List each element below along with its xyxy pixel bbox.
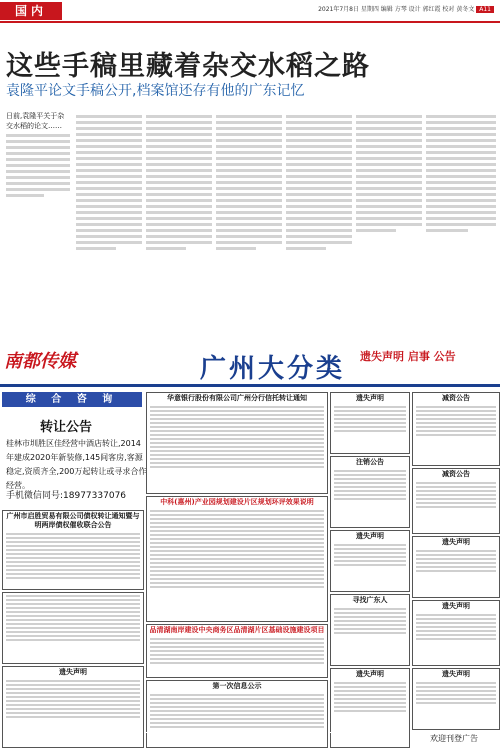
classified-rule bbox=[0, 384, 500, 387]
teaser-text: 日前,袁隆平关于杂交水稻的论文…… bbox=[6, 112, 65, 130]
ad-notice bbox=[412, 668, 500, 730]
ad-title: 寻找广东人 bbox=[352, 596, 388, 604]
transfer-phone: 手机微信同号:18977337076 bbox=[6, 491, 127, 501]
ad-title: 减资公告 bbox=[442, 470, 470, 478]
transfer-heading: 转让公告 bbox=[40, 420, 93, 435]
ad-notice bbox=[330, 530, 410, 592]
article-column-3 bbox=[216, 112, 282, 338]
ad-title bbox=[146, 732, 147, 733]
article-column-5 bbox=[356, 112, 422, 338]
teaser-filler bbox=[6, 134, 70, 197]
transfer-body: 桂林市圳胜区佳经营中酒店转让,2014年建成2020年新装修,145间客房,客源稳定,资质齐全,200万起转让或寻求合作经营。 bbox=[6, 439, 147, 490]
article-column-4 bbox=[286, 112, 352, 338]
ad-notice bbox=[146, 624, 328, 678]
ad-notice bbox=[412, 468, 500, 534]
info-bar: 综 合 咨 询 bbox=[2, 392, 142, 407]
ad-title: 第一次信息公示 bbox=[212, 682, 262, 690]
article-column-6 bbox=[426, 112, 496, 338]
classified-title: 广州大分类 bbox=[200, 354, 346, 384]
ad-notice bbox=[146, 680, 328, 748]
ad-notice bbox=[330, 732, 331, 733]
article-teaser bbox=[6, 112, 70, 252]
ad-notice bbox=[412, 600, 500, 666]
ad-title: 遗失声明 bbox=[356, 670, 384, 678]
classified-enquiry: 遗失声明 启事 公告 bbox=[360, 350, 456, 363]
article-column-1 bbox=[76, 112, 142, 338]
ad-title: 中科(惠州)产业园规划建设片区规划环评效果说明 bbox=[160, 498, 314, 506]
ad-notice bbox=[2, 510, 144, 590]
ad-notice bbox=[146, 496, 328, 622]
ad-title: 遗失声明 bbox=[59, 668, 87, 676]
ad-notice bbox=[330, 392, 410, 454]
ad-title: 注销公告 bbox=[356, 458, 384, 466]
ad-title: 减资公告 bbox=[442, 394, 470, 402]
article-headline: 这些手稿里藏着杂交水稻之路 bbox=[6, 51, 370, 82]
ad-notice bbox=[2, 666, 144, 748]
header-rule bbox=[0, 21, 500, 23]
article-column-2 bbox=[146, 112, 212, 338]
ad-title: 遗失声明 bbox=[356, 532, 384, 540]
ad-notice bbox=[146, 732, 147, 733]
ad-title: 遗失声明 bbox=[442, 670, 470, 678]
ad-notice bbox=[146, 392, 328, 494]
section-tab: 国内 bbox=[0, 2, 62, 20]
article-subhead: 袁隆平论文手稿公开,档案馆还存有他的广东记忆 bbox=[6, 83, 305, 99]
ad-notice bbox=[412, 536, 500, 598]
ad-notice bbox=[330, 456, 410, 528]
nandu-media-logo: 南都传媒 bbox=[4, 351, 76, 372]
ad-title bbox=[330, 732, 331, 733]
ad-title: 华意银行股份有限公司广州分行信托转让通知 bbox=[167, 394, 307, 402]
ad-title: 广州市启胜贸易有限公司债权转让通知暨与明两岸债权催收联合公告 bbox=[6, 512, 140, 529]
ad-title: 遗失声明 bbox=[442, 602, 470, 610]
ad-title: 遗失声明 bbox=[442, 538, 470, 546]
dateline-text: 2021年7月8日 星期四 编辑 方琴 设计 郭红霞 校对 黄冬文 bbox=[318, 6, 475, 13]
dateline bbox=[318, 4, 494, 13]
page-number-badge: A11 bbox=[476, 6, 494, 13]
ad-notice bbox=[2, 592, 144, 664]
ad-notice bbox=[330, 594, 410, 666]
welcome-text: 欢迎刊登广告 bbox=[430, 734, 478, 743]
ad-notice bbox=[412, 392, 500, 466]
ad-title: 遗失声明 bbox=[356, 394, 384, 402]
ad-title: 品清湖南岸建设中央商务区品清湖片区基础设施建设项目 bbox=[149, 626, 325, 634]
ad-notice bbox=[330, 668, 410, 748]
